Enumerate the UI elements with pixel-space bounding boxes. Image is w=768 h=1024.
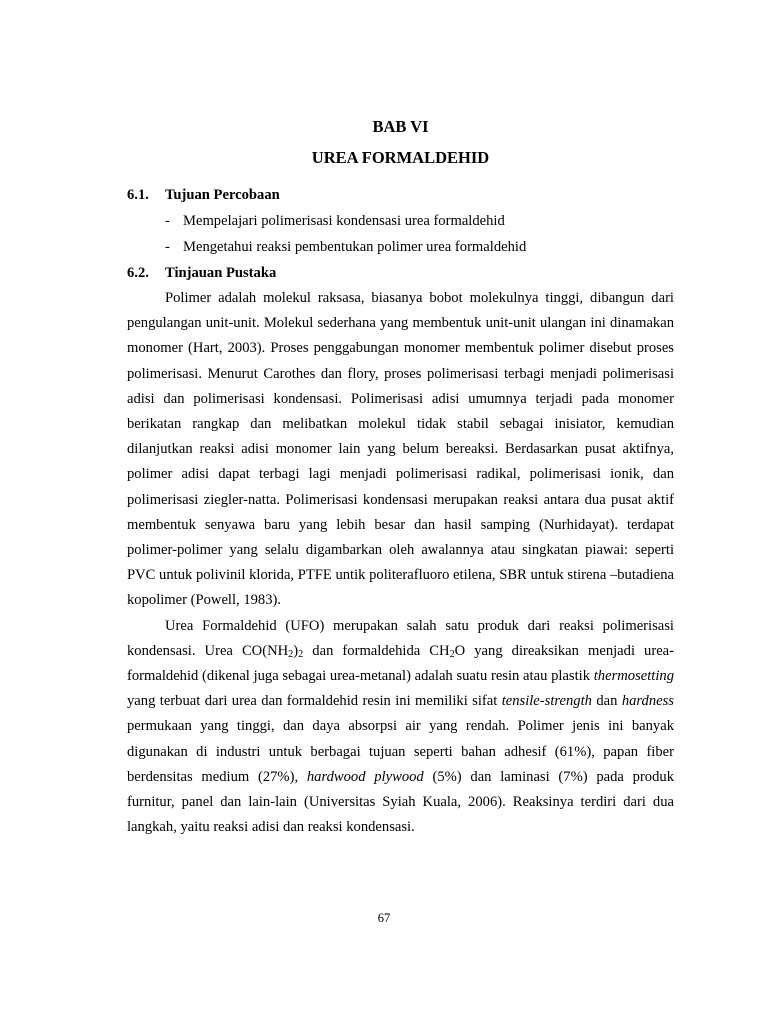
body-paragraph: Polimer adalah molekul raksasa, biasanya bobot molekulnya tinggi, dibangun dari pengulangan unit-unit. Molekul sederhana yang membentuk unit-unit ulangan ini dinamakan monomer (Hart, 2003). Proses penggabungan monomer membentuk polimer disebut proses polimerisasi. Menurut Carothes dan flory, proses polimerisasi terbagi menjadi polimerisasi adisi dan polimerisasi kondensasi. Polimerisasi adisi umumnya terjadi pada monomer berikatan rangkap dan melibatkan molekul tidak stabil sebagai inisiator, kemudian dilanjutkan reaksi adisi monomer lain yang belum bereaksi. Berdasarkan pusat aktifnya, polimer adisi dapat terbagi lagi menjadi polimerisasi radikal, polimerisasi ionik, dan polimerisasi ziegler-natta. Polimerisasi kondensasi merupakan reaksi antara dua pusat aktif membentuk senyawa baru yang lebih besar dan hasil samping (Nurhidayat). terdapat polimer-polimer yang selalu digambarkan oleh awalannya atau singkatan piawai: seperti PVC untuk polivinil klorida, PTFE untik politerafluoro etilena, SBR untuk stirena –butadiena kopolimer (Powell, 1983).	[127, 290, 674, 609]
section-number: 6.1.	[127, 187, 149, 203]
section-title: Tinjauan Pustaka	[165, 265, 277, 281]
objectives-list	[127, 208, 674, 260]
list-item	[165, 234, 674, 260]
page-number: 67	[377, 911, 391, 925]
chapter-title: UREA FORMALDEHID	[311, 148, 490, 167]
section-heading-tinjauan	[127, 260, 674, 286]
section-heading-tujuan	[127, 182, 674, 208]
body-paragraph: Urea Formaldehid (UFO) merupakan salah satu produk dari reaksi polimerisasi kondensasi. Urea $CO(NH_2)_2$ dan formaldehida $CH_2O$ yang direaksikan menjadi urea-formaldehid (dikenal juga sebagai urea-metanal) adalah suatu resin atau plastik thermosetting yang terbuat dari urea dan formaldehid resin ini memiliki sifat tensile-strength dan hardness permukaan yang tinggi, dan daya absorpsi air yang rendah. Polimer jenis ini banyak digunakan di industri untuk berbagai tujuan seperti bahan adhesif (61%), papan fiber berdensitas medium (27%), hardwood plywood (5%) dan laminasi (7%) pada produk furnitur, panel dan lain-lain (Universitas Syiah Kuala, 2006). Reaksinya terdiri dari dua langkah, yaitu reaksi adisi dan reaksi kondensasi.	[127, 617, 675, 836]
dash-bullet: -	[165, 239, 170, 255]
chapter-number: BAB VI	[372, 117, 429, 136]
section-title: Tujuan Percobaan	[165, 187, 280, 203]
dash-bullet: -	[165, 213, 170, 229]
list-item-text: Mempelajari polimerisasi kondensasi urea formaldehid	[183, 213, 505, 229]
list-item-text: Mengetahui reaksi pembentukan polimer urea formaldehid	[183, 239, 527, 255]
section-number: 6.2.	[127, 265, 149, 281]
list-item	[165, 208, 674, 234]
